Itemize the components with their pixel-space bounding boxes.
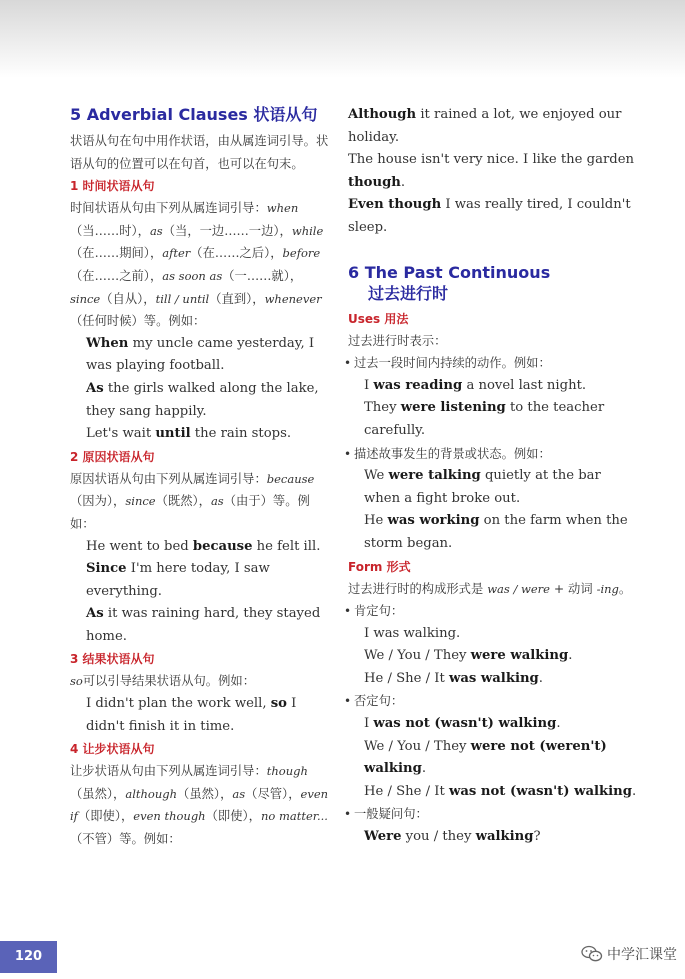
keyword: As	[86, 606, 104, 622]
text: We / You / They	[364, 738, 471, 754]
text: （不管）	[70, 832, 120, 847]
example-sentence	[86, 603, 332, 648]
text: （当，一边……一边）	[162, 223, 280, 238]
text: They	[364, 400, 401, 416]
conj: even though	[133, 809, 206, 824]
form-line	[364, 736, 638, 781]
text: .	[631, 783, 637, 799]
text: （任何时候）	[70, 314, 144, 329]
text: He / She / It	[364, 783, 449, 799]
text: 等。例如：	[119, 832, 181, 847]
text: I didn't plan the work well,	[86, 696, 271, 712]
text: （由于）	[223, 494, 273, 509]
text: .	[400, 174, 406, 190]
text: （即使）	[77, 809, 121, 824]
conj: as	[210, 494, 224, 509]
uses-title	[348, 308, 638, 330]
formula: -ing	[596, 581, 619, 596]
keyword: Although	[348, 107, 417, 122]
text: （虽然）	[70, 786, 114, 801]
text: Uses	[348, 311, 381, 326]
conj: before	[282, 246, 321, 261]
text: 等。例如：	[70, 494, 310, 531]
text: （即使）	[205, 809, 249, 824]
text: （当……时）	[70, 223, 138, 238]
keyword: was not (wasn't) walking	[373, 716, 557, 732]
text: ?	[533, 829, 541, 845]
s3-intro	[70, 670, 332, 693]
text: the girls walked along the lake, they sang happily.	[86, 380, 319, 419]
example-sentence	[348, 104, 638, 149]
text: it was raining hard, they stayed home.	[86, 606, 321, 644]
section-5-heading	[70, 104, 332, 126]
conj: because	[266, 471, 315, 486]
example-sentence	[364, 510, 638, 555]
example-sentence	[364, 465, 638, 510]
text: it rained a lot, we enjoyed our holiday.	[348, 107, 622, 145]
text: I'm here today, I saw everything.	[86, 561, 270, 599]
text: to the teacher carefully.	[364, 400, 605, 438]
text: 原因状语从句由下列从属连词引导：	[70, 471, 267, 486]
keyword: until	[155, 426, 191, 442]
text: 形式	[386, 559, 411, 574]
page-number: 120	[0, 941, 57, 973]
text: （在……之后）	[190, 246, 271, 261]
form-line	[364, 645, 638, 668]
heading-en: 5 Adverbial Clauses	[70, 105, 248, 124]
form-line	[364, 826, 638, 849]
text: He went to bed	[86, 538, 193, 554]
text: We / You / They	[364, 648, 471, 664]
text: .	[568, 648, 573, 664]
text: （因为）	[70, 494, 114, 509]
example-sentence	[86, 558, 332, 603]
text: （在……之前）	[70, 268, 150, 283]
text: the rain stops.	[190, 426, 292, 442]
keyword: were listening	[400, 400, 506, 416]
conj: till / until	[155, 291, 210, 306]
subsection-1-title: 1 时间状语从句	[70, 179, 155, 194]
keyword: Even though	[348, 197, 442, 213]
text: .	[421, 761, 427, 777]
form-line	[364, 713, 638, 736]
conj: so	[70, 674, 83, 689]
s4-intro: 让步状语从句由下列从属连词引导：though（虽然），although（虽然），as（尽管），even if（即使），even though（即使），no matter...（不管）等。例如：	[70, 764, 329, 847]
watermark-text: 中学汇课堂	[607, 947, 677, 963]
conj: whenever	[264, 291, 322, 306]
keyword: As	[86, 380, 104, 396]
keyword: was not (wasn't) walking	[449, 783, 632, 799]
subsection-2-title: 2 原因状语从句	[70, 449, 155, 464]
text: 。	[618, 581, 632, 596]
example-sentence	[86, 693, 332, 738]
right-column	[348, 104, 638, 849]
text: he felt ill.	[252, 538, 321, 554]
text: my uncle came yesterday, I was playing football.	[86, 335, 315, 374]
text: I	[364, 377, 374, 393]
keyword: because	[192, 538, 253, 554]
keyword: was working	[387, 513, 480, 529]
text: （自从）	[100, 291, 144, 306]
text: （尽管）	[245, 786, 289, 801]
conj: as	[232, 786, 246, 801]
keyword: were talking	[388, 468, 481, 484]
text: He / She / It	[364, 670, 449, 686]
text: （直到）	[209, 291, 253, 306]
intro-paragraph: 状语从句在句中用作状语，由从属连词引导。状语从句的位置可以在句首，也可以在句末。	[70, 134, 329, 171]
bullet-item: • 过去一段时间内持续的动作。例如：	[348, 352, 638, 375]
example-sentence	[348, 149, 638, 194]
text: a novel last night.	[462, 377, 587, 393]
keyword: so	[270, 696, 287, 712]
text: you / they	[401, 829, 476, 845]
example-sentence	[364, 397, 638, 442]
text: （虽然）	[177, 786, 221, 801]
section-6-heading-zh: 过去进行时	[368, 283, 449, 303]
text: 过去进行时的构成形式是	[348, 581, 488, 596]
keyword: walking	[475, 829, 534, 845]
example-sentence	[348, 194, 638, 239]
text: （既然）	[155, 494, 199, 509]
form-line	[364, 781, 638, 804]
bullet-item: • 一般疑问句：	[348, 803, 638, 826]
conj: since	[125, 494, 156, 509]
example-sentence	[86, 333, 332, 378]
conj: while	[291, 223, 324, 238]
subsection-3-title: 3 结果状语从句	[70, 652, 155, 667]
bullet-item: • 肯定句：	[348, 600, 638, 623]
text: 时间状语从句由下列从属连词引导：	[70, 201, 267, 216]
text: We	[364, 468, 389, 484]
left-column	[70, 104, 332, 851]
text: 让步状语从句由下列从属连词引导：	[70, 764, 267, 779]
subsection-4-title: 4 让步状语从句	[70, 742, 155, 757]
text: （一……就）	[222, 268, 290, 283]
example-sentence	[86, 536, 332, 559]
keyword: Were	[364, 829, 402, 845]
text: on the farm when the storm began.	[364, 513, 628, 551]
heading-zh: 状语从句	[253, 105, 318, 124]
keyword: was reading	[373, 377, 463, 393]
text: I didn't finish it in time.	[86, 696, 297, 734]
form-line	[364, 668, 638, 691]
form-line: I was walking.	[364, 625, 461, 641]
keyword: was walking	[449, 670, 539, 686]
form-intro	[348, 578, 638, 601]
watermark	[581, 940, 677, 968]
text: + 动词	[549, 581, 597, 596]
wechat-icon	[581, 945, 603, 963]
keyword: Since	[86, 561, 127, 577]
s1-intro: 时间状语从句由下列从属连词引导：when（当……时），as（当，一边……一边），while（在……期间），after（在……之后），before（在……之前），as soon as（一……就），since（自从），till / until（直到），whenever（任何时候）等。例如：	[70, 201, 324, 329]
text: 等。例如：	[143, 314, 206, 329]
s2-intro: 原因状语从句由下列从属连词引导：because（因为），since（既然），as（由于）等。例如：	[70, 471, 315, 531]
bullet-item: • 描述故事发生的背景或状态。例如：	[348, 443, 638, 466]
text: .	[538, 670, 543, 686]
text: .	[556, 716, 561, 732]
example-sentence	[86, 378, 332, 423]
bullet-item: • 否定句：	[348, 690, 638, 713]
form-title	[348, 556, 638, 578]
conj: after	[162, 246, 191, 261]
text: 可以引导结果状语从句。例如：	[82, 674, 255, 689]
text: I was really tired, I couldn't sleep.	[348, 197, 631, 235]
keyword: When	[86, 335, 129, 351]
uses-intro: 过去进行时表示：	[348, 333, 447, 348]
conj: as	[149, 223, 163, 238]
example-sentence	[364, 375, 638, 398]
top-shadow-band	[0, 0, 685, 78]
text: Let's wait	[86, 426, 156, 442]
keyword: though	[348, 174, 401, 190]
text: He	[364, 513, 388, 529]
text: （在……期间）	[70, 246, 150, 261]
text: Form	[348, 559, 383, 574]
text: The house isn't very nice. I like the garden	[348, 152, 635, 168]
conj: as soon as	[162, 268, 223, 283]
conj: even if	[70, 786, 329, 824]
example-sentence	[86, 423, 332, 446]
section-6-heading: 6 The Past Continuous	[348, 262, 551, 282]
text: 用法	[384, 311, 409, 326]
text: I	[364, 716, 374, 732]
formula: was / were	[487, 581, 550, 596]
text: quietly at the bar when a fight broke out.	[364, 468, 601, 506]
conj: since	[70, 291, 101, 306]
conj: when	[266, 201, 299, 216]
keyword: were not (weren't) walking	[364, 738, 607, 777]
conj: though	[266, 764, 308, 779]
keyword: were walking	[470, 648, 569, 664]
conj: although	[125, 786, 178, 801]
conj: no matter...	[260, 809, 328, 824]
